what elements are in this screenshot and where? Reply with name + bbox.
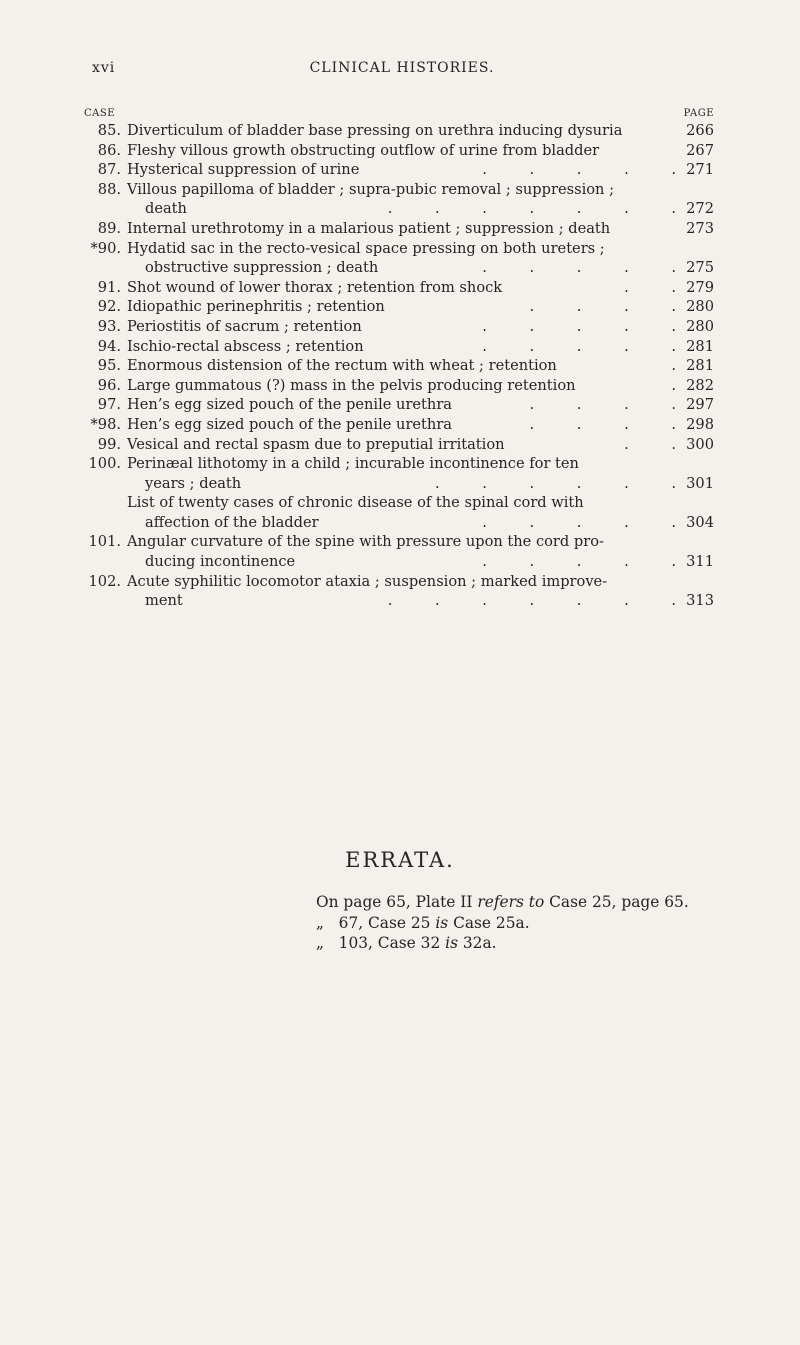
case-line: [127, 474, 714, 494]
dot-leader: . . . . .: [482, 259, 676, 277]
case-entry: [84, 141, 714, 161]
case-number: 94.: [97, 337, 121, 355]
case-description: [121, 180, 714, 219]
case-text: death: [145, 200, 187, 218]
case-text: years ; death: [145, 474, 242, 492]
case-description: [121, 219, 714, 239]
case-entry: [84, 239, 714, 278]
page-number: 313: [686, 592, 714, 610]
dot-leader: . . . . .: [482, 553, 676, 571]
case-entry: [84, 356, 714, 376]
case-description: [121, 317, 714, 337]
case-text: Hen’s egg sized pouch of the penile urethra: [127, 396, 452, 414]
case-line: [127, 180, 714, 200]
page-number: 311: [686, 553, 714, 571]
case-number: 88.: [97, 180, 121, 198]
case-description: [121, 493, 714, 532]
page-folio: xvi: [92, 60, 116, 76]
case-description: [121, 435, 714, 455]
case-number: 102.: [88, 572, 121, 590]
case-text: Diverticulum of bladder base pressing on urethra inducing dysuria: [127, 122, 623, 139]
case-number: 89.: [97, 219, 121, 237]
case-line: [127, 199, 714, 219]
case-line: [127, 415, 714, 435]
case-entry: [84, 278, 714, 298]
dot-leader: . . . . .: [482, 317, 676, 335]
case-number: 100.: [88, 455, 121, 473]
case-text: List of twenty cases of chronic disease of the spinal cord with: [127, 494, 584, 512]
case-line: [127, 141, 714, 161]
case-text: obstructive suppression ; death: [145, 259, 379, 277]
case-description: [121, 278, 714, 298]
errata-line: [316, 892, 736, 913]
case-text: Hen’s egg sized pouch of the penile urethra: [127, 415, 452, 433]
case-text: Villous papilloma of bladder ; supra-pubic removal ; suppression ;: [127, 180, 614, 198]
page-number: 271: [686, 161, 714, 179]
errata-emphasis: is: [435, 913, 449, 932]
case-entry: [84, 317, 714, 337]
errata-text: Case 25a.: [448, 913, 530, 932]
case-text: Large gummatous (?) mass in the pelvis producing retention: [127, 376, 576, 394]
case-entry: [84, 160, 714, 180]
case-text: ducing incontinence: [145, 553, 296, 571]
page-number: 273: [686, 219, 714, 237]
case-line: [127, 532, 714, 552]
case-description: [121, 454, 714, 493]
case-line: [127, 239, 714, 259]
case-text: Fleshy villous growth obstructing outflow of urine from bladder: [127, 141, 600, 159]
case-description: [121, 572, 714, 611]
case-description: [121, 395, 714, 415]
errata-text: „ 67, Case 25: [316, 913, 436, 932]
case-entry: [84, 376, 714, 396]
case-column-heading: CASE: [84, 108, 116, 119]
case-description: [121, 121, 714, 141]
case-line: [127, 513, 714, 533]
case-text: Shot wound of lower thorax ; retention from shock: [127, 278, 503, 296]
case-description: [121, 337, 714, 357]
case-line: [127, 160, 714, 180]
dot-leader: [610, 219, 684, 239]
errata-line: [316, 933, 736, 954]
errata-emphasis: refers to: [477, 893, 545, 911]
dot-leader: . . . .: [529, 298, 676, 316]
errata-section: [0, 848, 800, 952]
case-text: Angular curvature of the spine with pressure upon the cord pro-: [127, 533, 604, 551]
case-text: Periostitis of sacrum ; retention: [127, 317, 362, 335]
errata-text: Case 25, page 65.: [544, 893, 689, 911]
case-line: [127, 376, 714, 396]
dot-leader: . .: [624, 278, 676, 296]
case-text: ment: [145, 592, 183, 610]
case-line: [127, 258, 714, 278]
case-text: affection of the bladder: [145, 513, 319, 531]
errata-line: [316, 913, 736, 934]
case-line: [127, 435, 714, 455]
case-line: [127, 219, 714, 239]
case-description: [121, 239, 714, 278]
errata-heading: ERRATA.: [345, 848, 455, 872]
case-line: [127, 337, 714, 357]
running-head: [92, 60, 712, 84]
case-text: Idiopathic perinephritis ; retention: [127, 298, 385, 316]
case-line: [127, 552, 714, 572]
page-title: CLINICAL HISTORIES.: [309, 60, 495, 76]
page-number: 266: [686, 122, 714, 139]
column-headings: [84, 108, 714, 122]
page-number: 272: [686, 200, 714, 218]
dot-leader: . . . . . .: [434, 474, 676, 492]
case-text: Hysterical suppression of urine: [127, 161, 360, 179]
case-number: 85.: [97, 122, 121, 139]
case-entry: [84, 454, 714, 493]
dot-leader: [622, 121, 684, 141]
case-entry: [84, 493, 714, 532]
dot-leader: . . . . .: [482, 161, 676, 179]
case-number: 93.: [97, 317, 121, 335]
case-line: [127, 297, 714, 317]
case-description: [121, 415, 714, 435]
case-entry: [84, 435, 714, 455]
errata-emphasis: is: [445, 934, 458, 952]
case-entry: [84, 395, 714, 415]
dot-leader: .: [671, 357, 676, 375]
case-text: Acute syphilitic locomotor ataxia ; suspension ; marked improve-: [127, 572, 608, 590]
dot-leader: . . . .: [529, 415, 676, 433]
page-number: 280: [686, 317, 714, 335]
errata-text: „ 103, Case 32: [316, 934, 446, 952]
dot-leader: .: [671, 376, 676, 394]
case-entry: [84, 532, 714, 571]
case-description: [121, 297, 714, 317]
case-line: [127, 317, 714, 337]
case-number: 97.: [97, 396, 121, 414]
page-number: 297: [686, 396, 714, 414]
case-number: 96.: [97, 376, 121, 394]
case-text: Enormous distension of the rectum with wheat ; retention: [127, 357, 557, 375]
case-entry: [84, 297, 714, 317]
case-text: Vesical and rectal spasm due to preputial irritation: [127, 435, 505, 453]
dot-leader: . . . . . . .: [387, 200, 676, 218]
errata-text: On page 65, Plate II: [316, 893, 478, 911]
case-entry: [84, 180, 714, 219]
page-number: 300: [686, 435, 714, 453]
case-line: [127, 395, 714, 415]
case-description: [121, 376, 714, 396]
case-description: [121, 532, 714, 571]
case-entry: [84, 415, 714, 435]
case-line: [127, 278, 714, 298]
case-line: [127, 572, 714, 592]
page-number: 304: [686, 513, 714, 531]
case-number: 99.: [97, 435, 121, 453]
page-number: 282: [686, 376, 714, 394]
case-number: *98.: [90, 415, 121, 433]
page-number: 279: [686, 278, 714, 296]
case-line: [127, 493, 714, 513]
errata-lines: [316, 892, 736, 954]
case-entry: [84, 219, 714, 239]
case-number: 91.: [97, 278, 121, 296]
case-line: [127, 591, 714, 611]
errata-text: 32a.: [457, 934, 497, 952]
case-number: 101.: [88, 533, 121, 551]
case-text: Internal urethrotomy in a malarious patient ; suppression ; death: [127, 219, 611, 237]
case-number: 87.: [97, 161, 121, 179]
page-column-heading: PAGE: [683, 108, 714, 119]
case-number: [84, 493, 121, 532]
dot-leader: [599, 141, 684, 161]
case-description: [121, 356, 714, 376]
case-line: [127, 121, 714, 141]
case-description: [121, 160, 714, 180]
case-entry: [84, 572, 714, 611]
case-entry: [84, 337, 714, 357]
page-number: 281: [686, 357, 714, 375]
case-index: [84, 121, 714, 611]
page-number: 301: [686, 474, 714, 492]
case-text: Hydatid sac in the recto-vesical space pressing on both ureters ;: [127, 239, 605, 257]
case-line: [127, 356, 714, 376]
case-entry: [84, 121, 714, 141]
case-text: Perinæal lithotomy in a child ; incurable incontinence for ten: [127, 455, 579, 473]
case-number: 92.: [97, 298, 121, 316]
page-number: 281: [686, 337, 714, 355]
page-number: 275: [686, 259, 714, 277]
dot-leader: . . . .: [529, 396, 676, 414]
dot-leader: . .: [624, 435, 676, 453]
dot-leader: . . . . .: [482, 337, 676, 355]
page-number: 298: [686, 415, 714, 433]
page-number: 267: [686, 141, 714, 159]
case-line: [127, 454, 714, 474]
dot-leader: . . . . .: [482, 513, 676, 531]
case-number: 86.: [97, 141, 121, 159]
page-number: 280: [686, 298, 714, 316]
case-number: 95.: [97, 357, 121, 375]
dot-leader: . . . . . . .: [387, 592, 676, 610]
case-text: Ischio-rectal abscess ; retention: [127, 337, 364, 355]
case-number: *90.: [90, 239, 121, 257]
case-description: [121, 141, 714, 161]
